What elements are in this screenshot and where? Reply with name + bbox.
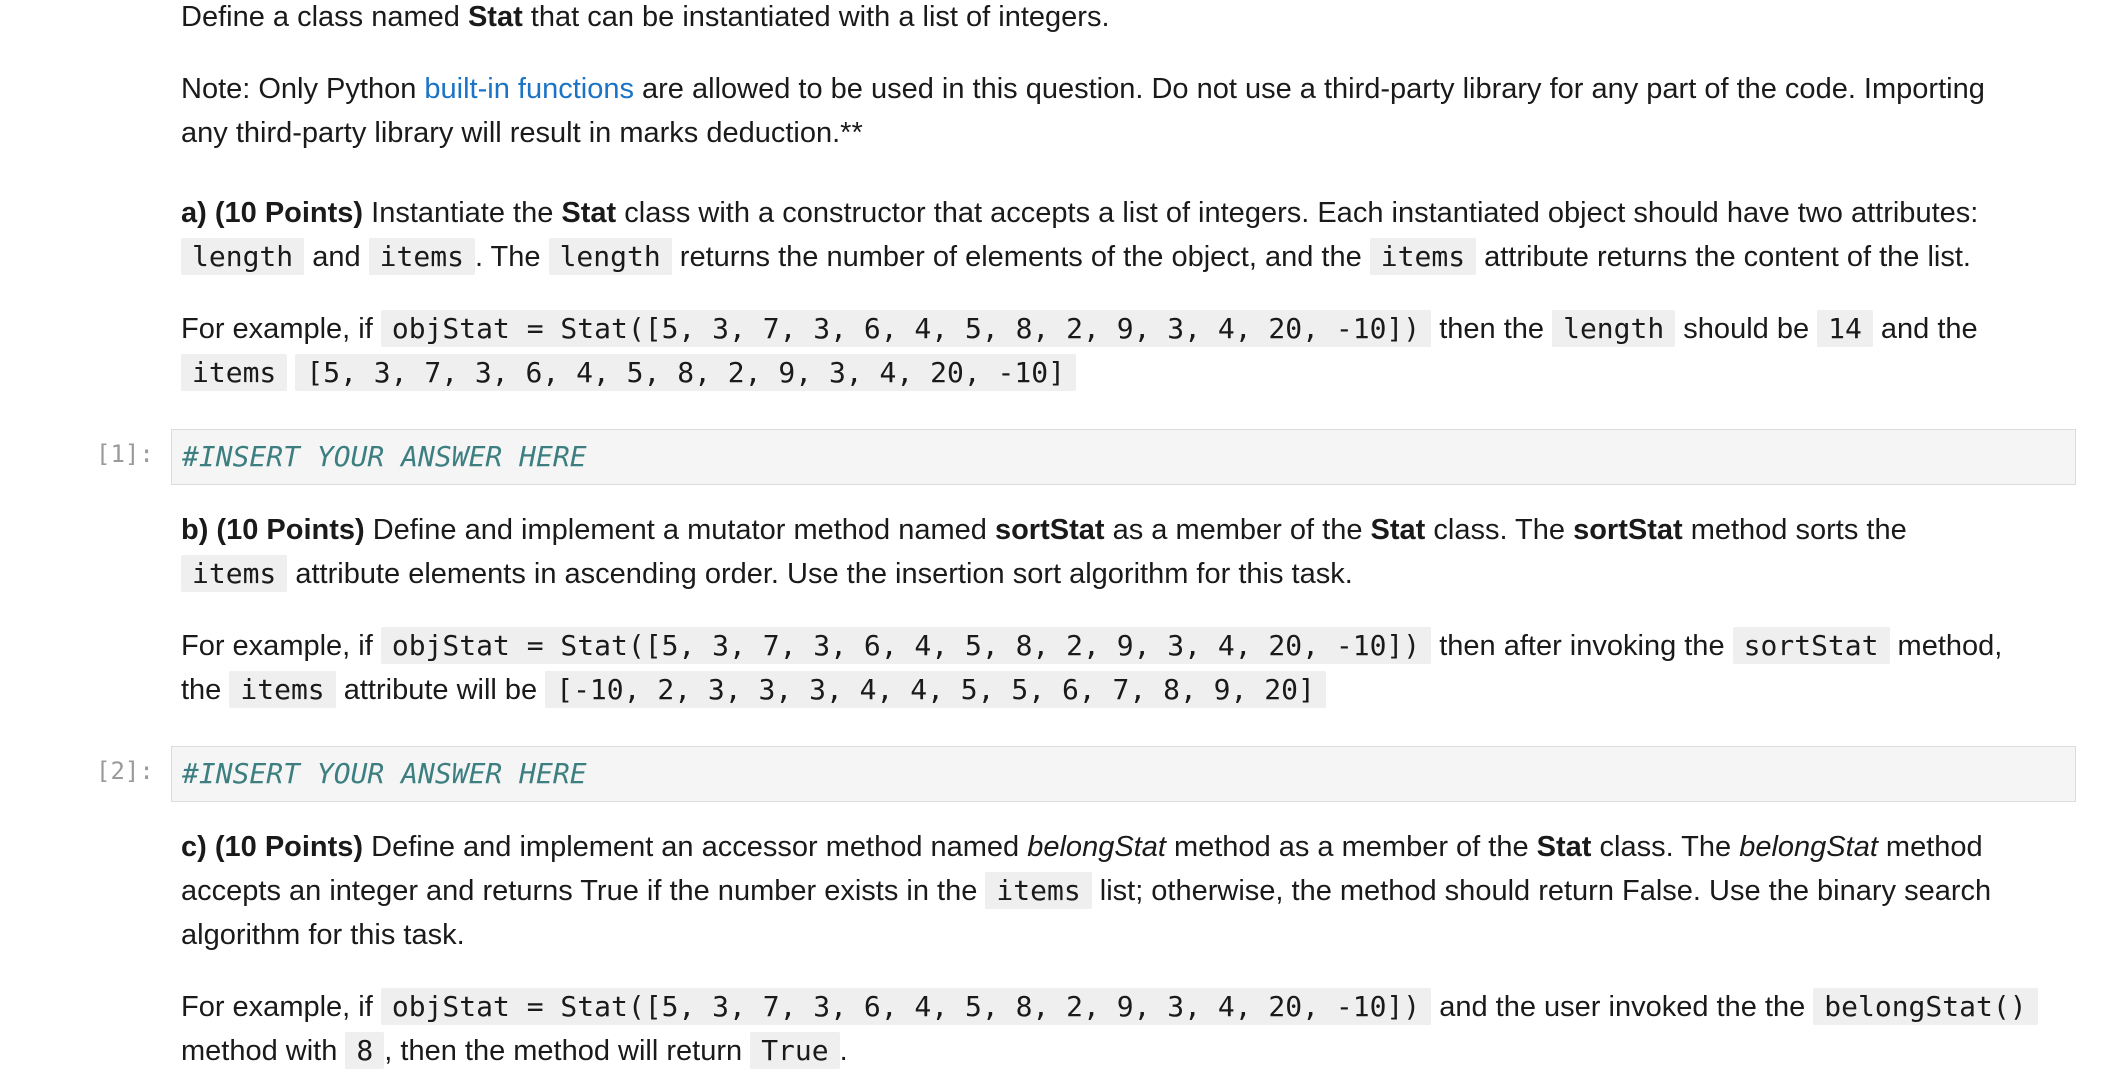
example-code: objStat = Stat([5, 3, 7, 3, 6, 4, 5, 8, 2, 9, 3, 4, 20, -10]) bbox=[381, 310, 1431, 347]
note-suffix: are allowed to be used in this question. Do not use a third-party library for any part of the code. Importing bbox=[633, 73, 1985, 105]
part-a-description bbox=[181, 191, 2041, 279]
part-a-text: Instantiate the bbox=[363, 197, 562, 229]
part-a-label: a) (10 Points) bbox=[181, 197, 364, 229]
part-a-example-line-2 bbox=[181, 351, 2041, 395]
example-text: the bbox=[181, 674, 230, 706]
part-c-text: list; otherwise, the method should return False. Use the binary search bbox=[1091, 875, 1992, 907]
part-c-method-name: belongStat bbox=[1027, 831, 1166, 863]
code-sorted-result: [-10, 2, 3, 3, 3, 4, 4, 5, 5, 6, 7, 8, 9, 20] bbox=[545, 671, 1326, 708]
part-b-text: Define and implement a mutator method named bbox=[364, 514, 995, 546]
example-text: For example, if bbox=[181, 630, 381, 662]
part-b-method-name: sortStat bbox=[1573, 514, 1683, 546]
code-items-value: [5, 3, 7, 3, 6, 4, 5, 8, 2, 9, 3, 4, 20, -10] bbox=[295, 354, 1076, 391]
code-sortstat: sortStat bbox=[1733, 627, 1890, 664]
cell-2-prompt: [2]: bbox=[96, 757, 154, 785]
note-line-1 bbox=[181, 67, 2041, 111]
part-c-text: method bbox=[1877, 831, 1983, 863]
part-a-text: and bbox=[304, 241, 369, 273]
example-text: and the user invoked the the bbox=[1431, 991, 1814, 1023]
part-c-text: method as a member of the bbox=[1165, 831, 1537, 863]
part-a-text: attribute returns the content of the list. bbox=[1476, 241, 1971, 273]
code-belongstat: belongStat() bbox=[1813, 988, 2037, 1025]
part-b-example-line-2 bbox=[181, 668, 2041, 712]
intro-cell bbox=[181, 0, 2041, 39]
note-line-2: any third-party library will result in marks deduction.** bbox=[181, 117, 863, 149]
part-a-text: class with a constructor that accepts a list of integers. Each instantiated object should have two attributes: bbox=[616, 197, 1979, 229]
part-c-example-line-2 bbox=[181, 1029, 2041, 1073]
intro-text-before: Define a class named bbox=[181, 1, 468, 33]
part-b-description bbox=[181, 508, 2041, 596]
intro-class-name: Stat bbox=[467, 1, 523, 33]
part-b-example-line-1 bbox=[181, 624, 2041, 668]
code-cell-2-comment: #INSERT YOUR ANSWER HERE bbox=[182, 757, 587, 790]
part-a-text: . The bbox=[474, 241, 549, 273]
part-c-example-line-1 bbox=[181, 985, 2041, 1029]
part-b-example bbox=[181, 624, 2041, 712]
part-b-line-1 bbox=[181, 508, 2041, 552]
part-c-text: accepts an integer and returns True if the number exists in the bbox=[181, 875, 986, 907]
part-c-method-name: belongStat bbox=[1739, 831, 1878, 863]
example-text: should be bbox=[1675, 313, 1818, 345]
code-length: length bbox=[549, 238, 672, 275]
example-text: then after invoking the bbox=[1431, 630, 1733, 662]
part-a-text: returns the number of elements of the object, and the bbox=[671, 241, 1370, 273]
code-length: length bbox=[1552, 310, 1675, 347]
part-c-label: c) (10 Points) bbox=[181, 831, 364, 863]
part-a-line-2 bbox=[181, 235, 2041, 279]
part-a-example bbox=[181, 307, 2041, 395]
example-text: , then the method will return bbox=[384, 1035, 751, 1067]
code-return-value: True bbox=[750, 1032, 839, 1069]
built-in-functions-link[interactable]: built-in functions bbox=[424, 73, 634, 105]
example-text: attribute will be bbox=[335, 674, 546, 706]
code-items: items bbox=[229, 671, 335, 708]
note-cell bbox=[181, 67, 2041, 155]
code-cell-1[interactable] bbox=[171, 429, 2076, 485]
part-b-text: method sorts the bbox=[1682, 514, 1907, 546]
example-text: method, bbox=[1889, 630, 2003, 662]
part-b-text: attribute elements in ascending order. Use the insertion sort algorithm for this task. bbox=[287, 558, 1353, 590]
part-a-example-line-1 bbox=[181, 307, 2041, 351]
code-length: length bbox=[181, 238, 304, 275]
note-prefix: Note: Only Python bbox=[181, 73, 425, 105]
example-text: then the bbox=[1431, 313, 1553, 345]
part-a-class-name: Stat bbox=[561, 197, 617, 229]
part-c-example bbox=[181, 985, 2041, 1073]
part-c-description bbox=[181, 825, 2041, 957]
code-cell-1-comment: #INSERT YOUR ANSWER HERE bbox=[182, 440, 587, 473]
intro-text bbox=[181, 0, 2041, 39]
part-b-class-name: Stat bbox=[1370, 514, 1426, 546]
example-text: For example, if bbox=[181, 991, 381, 1023]
part-c-class-name: Stat bbox=[1536, 831, 1592, 863]
example-text: . bbox=[839, 1035, 848, 1067]
code-items: items bbox=[181, 354, 287, 391]
part-c-line-3: algorithm for this task. bbox=[181, 919, 465, 951]
code-items: items bbox=[1370, 238, 1476, 275]
code-arg: 8 bbox=[345, 1032, 384, 1069]
part-b-text: class. The bbox=[1425, 514, 1574, 546]
example-text: For example, if bbox=[181, 313, 381, 345]
example-text: and the bbox=[1872, 313, 1978, 345]
part-c-text: class. The bbox=[1591, 831, 1740, 863]
part-c-text: Define and implement an accessor method named bbox=[363, 831, 1028, 863]
example-text: method with bbox=[181, 1035, 346, 1067]
part-c-line-1 bbox=[181, 825, 2041, 869]
part-c-line-2 bbox=[181, 869, 2041, 913]
part-b-label: b) (10 Points) bbox=[181, 514, 365, 546]
code-items: items bbox=[369, 238, 475, 275]
part-b-line-2 bbox=[181, 552, 2041, 596]
code-items: items bbox=[985, 872, 1091, 909]
part-b-method-name: sortStat bbox=[994, 514, 1105, 546]
cell-1-prompt: [1]: bbox=[96, 440, 154, 468]
example-code: objStat = Stat([5, 3, 7, 3, 6, 4, 5, 8, 2, 9, 3, 4, 20, -10]) bbox=[381, 627, 1431, 664]
example-code: objStat = Stat([5, 3, 7, 3, 6, 4, 5, 8, 2, 9, 3, 4, 20, -10]) bbox=[381, 988, 1431, 1025]
code-count: 14 bbox=[1817, 310, 1873, 347]
code-items: items bbox=[181, 555, 287, 592]
intro-text-after: that can be instantiated with a list of integers. bbox=[522, 1, 1110, 33]
part-a-line-1 bbox=[181, 191, 2041, 235]
code-cell-2[interactable] bbox=[171, 746, 2076, 802]
part-b-text: as a member of the bbox=[1104, 514, 1371, 546]
